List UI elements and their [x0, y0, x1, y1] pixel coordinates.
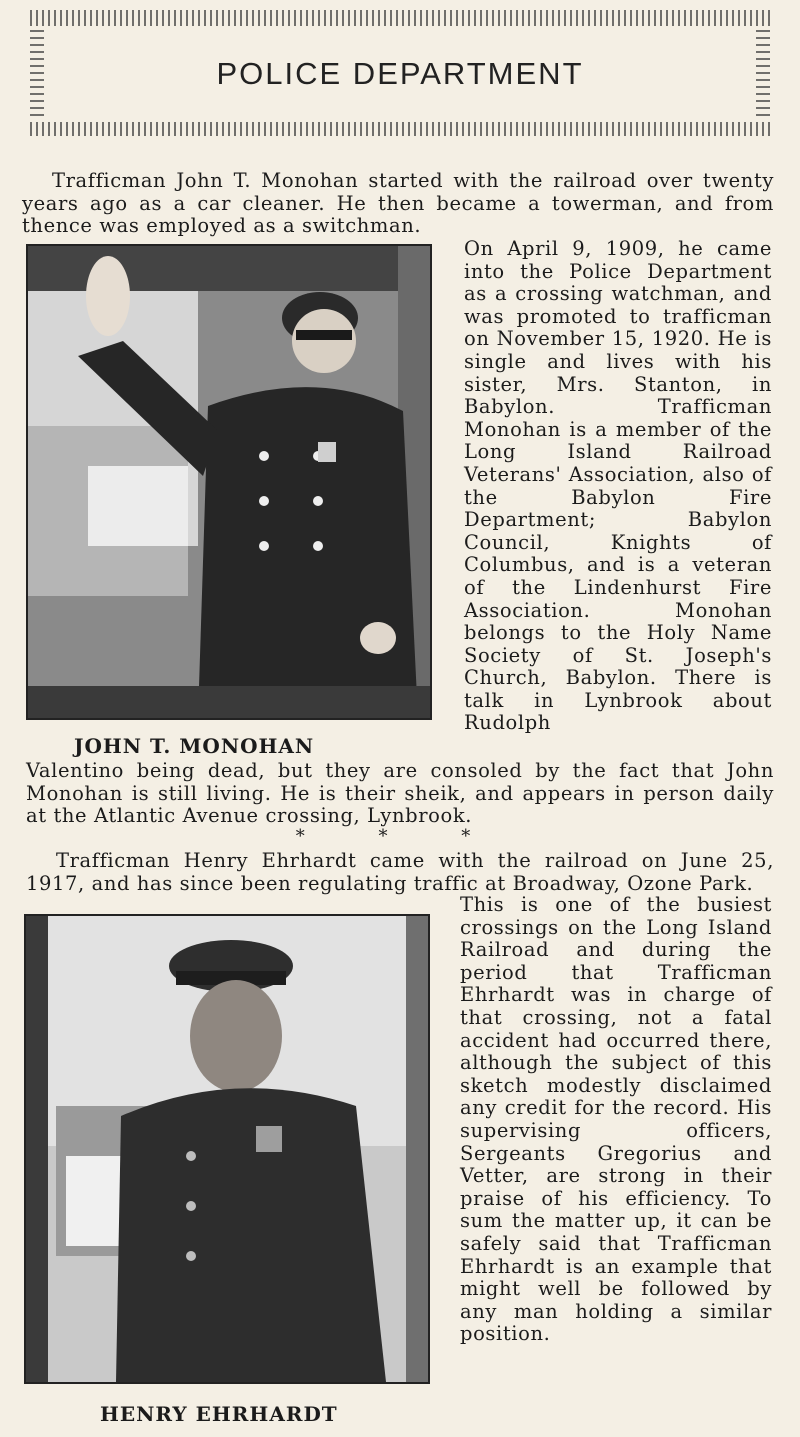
section-separator: * * * [295, 826, 505, 847]
page-title: POLICE DEPARTMENT [216, 56, 584, 91]
article-ehrhardt-column: This is one of the busiest crossings on the Long Island Railroad and during the period that Trafficman Ehrhardt was in charge of that crossing, not a fatal accident had occurred there, although the subject of this sketch modestly disclaimed any credit for the record. His supervising officers, Sergeants Gregorius and Vetter, are strong in their praise of his efficiency. To sum the matter up, it can be safely said that Trafficman Ehrhardt is an example that might well be followed by any man holding a similar position. [460, 893, 772, 1346]
photo-john-monohan [26, 244, 432, 720]
section-header [30, 10, 770, 120]
article-monohan-column: On April 9, 1909, he came into the Police Department as a crossing watchman, and was promoted to trafficman on November 15, 1920. He is single and lives with his sister, Mrs. Stanton, in Babylon. Trafficman Monohan is a member of the Long Island Railroad Veterans' Association, also of the Babylon Fire Department; Babylon Council, Knights of Columbus, and is a veteran of the Lindenhurst Fire Association. Monohan belongs to the Holy Name Society of St. Joseph's Church, Babylon. There is talk in Lynbrook about Rudolph [464, 237, 772, 735]
article-ehrhardt-intro: Trafficman Henry Ehrhardt came with the railroad on June 25, 1917, and has since been regulating traffic at Broadway, Ozone Park. [26, 849, 774, 895]
caption-henry-ehrhardt: HENRY EHRHARDT [100, 1402, 338, 1426]
ornamental-border-top [30, 10, 770, 26]
ornamental-border-bottom [30, 122, 770, 136]
caption-john-monohan: JOHN T. MONOHAN [74, 734, 315, 758]
article-monohan-intro: Trafficman John T. Monohan started with the railroad over twenty years ago as a car cleaner. He then became a towerman, and from thence was employed as a switchman. [22, 169, 774, 238]
article-monohan-tail: Valentino being dead, but they are consoled by the fact that John Monohan is still living. He is their sheik, and appears in person daily at the Atlantic Avenue crossing, Lynbrook. [26, 759, 774, 828]
photo-henry-ehrhardt [24, 914, 430, 1384]
